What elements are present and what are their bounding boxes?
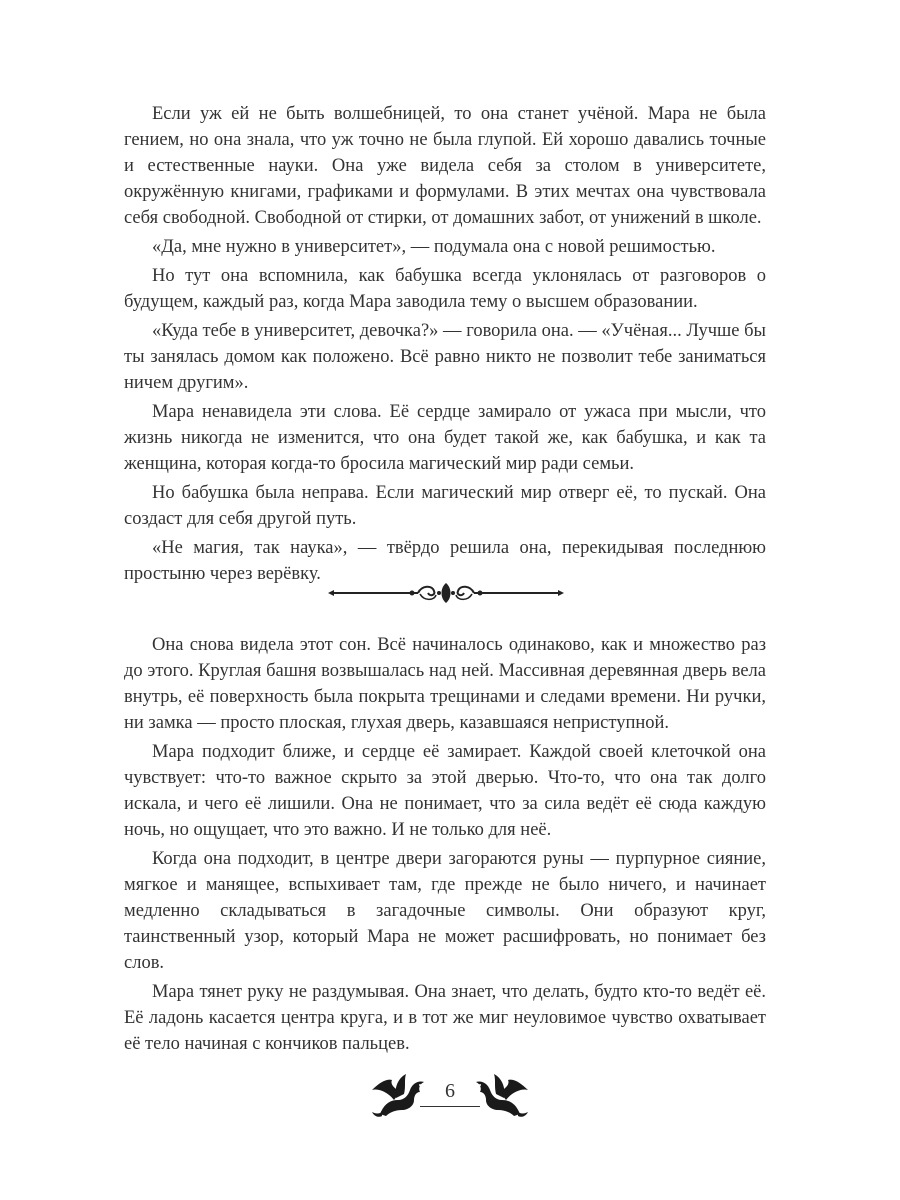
paragraph: «Куда тебе в университет, девочка?» — говорила она. — «Учёная... Лучше бы ты занялась домом как положено. Всё равно никто не позволит тебе заниматься ничем другим». [124,321,766,393]
paragraph: Когда она подходит, в центре двери загораются руны — пурпурное сияние, мягкое и манящее, вспыхивает там, где прежде не было ничего, и начинает медленно складываться в загадочные символы. Они образуют круг, таинственный узор, который Мара не может расшифровать, но понимает без слов. [124,849,766,973]
paragraph: Но бабушка была неправа. Если магический мир отверг её, то пускай. Она создаст для себя другой путь. [124,483,766,529]
page-footer [370,1070,530,1122]
paragraph: Мара ненавидела эти слова. Её сердце замирало от ужаса при мысли, что жизнь никогда не изменится, что она будет такой же, как бабушка, и как та женщина, которая когда-то бросила магический мир ради семьи. [124,402,766,474]
ornamental-divider-icon [326,580,566,606]
text-block-bottom [124,632,766,1057]
paragraph: Если уж ей не быть волшебницей, то она станет учёной. Мара не была гением, но она знала, что уж точно не была глупой. Ей хорошо давались точные и естественные науки. Она уже видела себя за столом в университете, окружённую книгами, графиками и формулами. В этих мечтах она чувствовала себя свободной. Свободной от стирки, от домашних забот, от унижений в школе. [124,104,766,228]
page-number: 6 [445,1080,455,1102]
paragraph: «Не магия, так наука», — твёрдо решила она, перекидывая последнюю простыню через верёвку. [124,538,766,584]
paragraph: Она снова видела этот сон. Всё начиналось одинаково, как и множество раз до этого. Круглая башня возвышалась над ней. Массивная деревянная дверь вела внутрь, её поверхность была покрыта трещинами и следами времени. Ни ручки, ни замка — просто плоская, глухая дверь, казавшаяся неприступной. [124,635,766,733]
dragon-icon [472,1070,530,1120]
paragraph: Но тут она вспомнила, как бабушка всегда уклонялась от разговоров о будущем, каждый раз, когда Мара заводила тему о высшем образовании. [124,266,766,312]
text-block-top [124,101,766,587]
dragon-icon [370,1070,428,1120]
paragraph: Мара подходит ближе, и сердце её замирает. Каждой своей клеточкой она чувствует: что-то важное скрыто за этой дверью. Что-то, что она так долго искала, и чего её лишили. Она не понимает, что за сила ведёт её сюда каждую ночь, но ощущает, что это важно. И не только для неё. [124,742,766,840]
paragraph: «Да, мне нужно в университет», — подумала она с новой решимостью. [152,237,716,257]
page-number-rule [420,1106,480,1107]
paragraph: Мара тянет руку не раздумывая. Она знает, что делать, будто кто-то ведёт её. Её ладонь касается центра круга, и в тот же миг неуловимое чувство охватывает её тело начиная с кончиков пальцев. [124,982,766,1054]
